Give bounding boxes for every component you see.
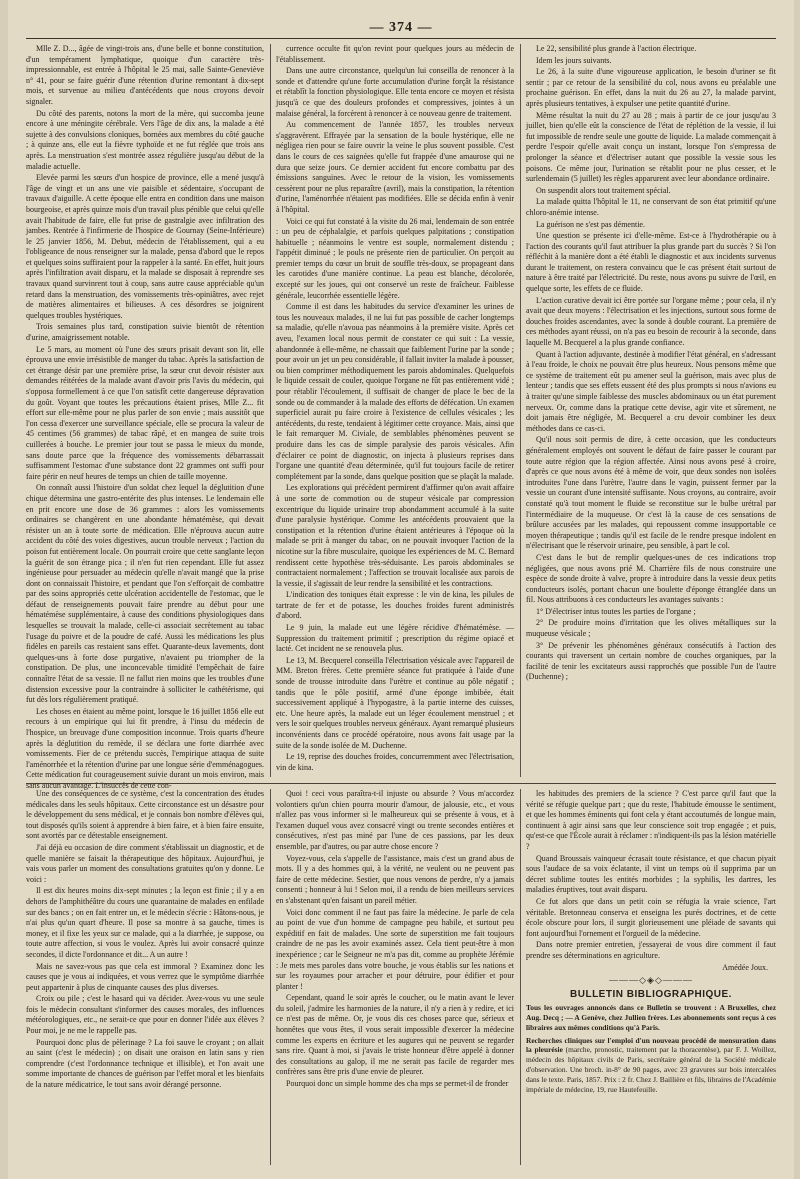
bulletin-entry-title: Recherches cliniques sur l'emploi d'un nouveau procédé de mensuration dans la pleurésie (526, 1035, 776, 1055)
paragraph: Quand Broussais vainqueur écrasait toute résistance, et que chacun piyait sous l'audace de sa voix éclatante, il vint un temps où il supprima par un décret sublime toutes les entités morbides ; la syphilis, les dartres, les maladies éruptives, tout avait disparu. (526, 853, 776, 895)
paragraph: 2° De produire moins d'irritation que les olives métalliques sur la muqueuse vésicale ; (526, 618, 776, 639)
paragraph: Comme il est dans les habitudes du service d'examiner les urines de tous les nouveaux malades, il ne lui fut pas possible de cacher longtemps sa maladie, qu'elle n'avoua pas néanmoins à la première visite. Après cet aveu, l'examen local nous permit de constater ce qui suit : La vessie, abandonnée à elle-même, ne chassait que faiblement l'urine par la sonde ; pour avoir un jet un peu considérable, il fallait inviter la malade à pousser, ou bien comprimer méthodiquement les parois abdominales. Quelquefois le liquide cessait de couler, quoique l'organe ne fût pas entièrement vidé ; pour rétablir l'écoulement, il suffisait de changer de place le bec de la sonde ou de commander à la malade des efforts de défécation. Un examen superficiel aurait pu faire croire à l'existence de cellules vésicales ; les antécédents, du reste, tendaient à légitimer cette croyance. Mais, ainsi que le fait remarquer M. Civiale, de semblables phénomènes peuvent se produire dans les cas de simple paralysie des parois vésicales. Afin d'éclairer ce point de diagnostic, on injecta à plusieurs reprises dans l'organe une quantité d'eau déterminée, qu'il fut toujours facile de retirer complétement par la sonde, dans quelque position que se plaçât la malade. (276, 302, 514, 481)
paragraph: La guérison ne s'est pas démentie. (536, 219, 645, 229)
paragraph: Les choses en étaient au même point, lorsque le 16 juillet 1856 elle eut recours à un empirique qui lui fit prendre, à l'insu du médecin de l'hospice, un breuvage d'une composition inconnue. Trois quarts d'heure après la déglutition du remède, il se déclara une forte diarrhée avec vomissements. Fier de ce prétendu succès, l'empirique attaqua de suite l'aménorrhée et la rétention d'urine par une longue série d'emménagogues. Cette médication fut courageusement suivie durant un mois environ, mais sans aucun avantage. L'insuccès de cette con- (26, 706, 264, 790)
paragraph: Le 19, reprise des douches froides, concurremment avec l'électrisation, vin de kina. (276, 752, 514, 772)
paragraph: C'est dans le but de remplir quelques-unes de ces indications trop négligées, que nous avons prié M. Charrière fils de nous construire une espèce de sonde droite à valve, propre à introduire dans la vessie deux petits conducteurs isolés, portant chacun une boulette d'éponge étranglée dans un fil. Nous attribuons à ces conducteurs les avantages suivants : (526, 552, 776, 605)
page-number: — 374 — (369, 20, 433, 35)
paragraph: Pourquoi donc un simple homme des cha mps se permet-il de fronder (286, 1079, 509, 1089)
paragraph: Voici donc comment il ne faut pas faire la médecine. Je parle de cela au point de vue d'un homme de campagne peu habile, et surtout peu expéditif en fait de malades. Une sorte de superstition me fait toujours craindre de ne pas les avoir examinés assez. Cela tient peut-être à mon inexpérience ; car le Seigneur ne m'a pas dit, comme au prophète Jérémie : Je mets mes paroles dans votre bouche, je vous établis sur les nations et sur les royaumes pour arracher et pour détruire, pour édifier et pour planter ! (276, 907, 514, 991)
paragraph: les habitudes des premiers de la science ? C'est parce qu'il faut que la vérité se réfugie quelque part ; que du reste, l'habitude émousse le sentiment, et que les hommes éminents qui font cela y étant accoutumés de longue main, continuent à agir ainsi sans que leur conscience soit trop engagée ; et puis, qu'est-ce que l'École aurait à réclamer : n'indiquent-ils pas la lésion matérielle ? (526, 789, 776, 851)
paragraph: Une question se présente ici d'elle-même. Est-ce à l'hydrothérapie ou à l'action des courants qu'il faut attribuer la plus grande part du succès ? Si l'on réfléchit à la manière dont a été établi le diagnostic et aux incidents survenus durant le traitement, on restera convaincu que le cas présent était surtout de nature à être traité par l'électricité. Du reste, nous avons pu suivre de l'œil, en quelque sorte, les effets de ce fluide. (526, 231, 776, 294)
header-rule (26, 38, 776, 39)
bulletin-entry-details: (marche, pronostic, traitement par la thoracentèse), par F. J. Woillez, médecin des hôpitaux civils de Paris, secrétaire général de la Société médicale d'observation. Une broch. in-8° de 90 pages, avec 23 gravures sur bois intercalées dans le texte. Paris, 1857. Prix : 2 fr. Chez J. Baillière et fils, libraires de l'Académie impériale de médecine, 19, rue Hautefeuille. (526, 1045, 777, 1094)
paragraph: Quoi ! ceci vous paraîtra-t-il injuste ou absurde ? Vous m'accordez volontiers qu'un chien pourra mourir d'amour, de jalousie, etc., et vous n'allez pas vous informer si le malheureux qui se présente à vous, et à l'examen duquel vous avez consacré vingt ou trente secondes entières et consécutives, n'est pas miné par l'une de ces passions, par les deux ensemble, par d'autres, ou par autre chose encore ? (276, 789, 514, 851)
paragraph: Voici ce qui fut constaté à la visite du 26 mai, lendemain de son entrée : un peu de céphalalgie, et parfois quelques palpitations ; constipation habituelle ; néanmoins le ventre est souple, normalement distendu ; l'appétit diminué ; le pouls ne présente rien de particulier. On perçoit au premier temps du cœur un bruit de souffle très-doux, se propageant dans les carotides d'une manière continue. La peau est blanche, décolorée, excepté sur les joues, qui ont conservé un reste de fraîcheur. Faiblesse générale, leucorrhée essentielle légère. (276, 216, 514, 300)
paragraph: Trois semaines plus tard, constipation suivie bientôt de rétention d'urine, amaigrissement notable. (26, 322, 264, 343)
column-divider (270, 789, 271, 1165)
paragraph: Il est dix heures moins dix-sept minutes ; la leçon est finie ; il y a en dehors de l'amphithéâtre du cours une quarantaine de malades en enfilade sur des bancs ; on en fait entrer un, et le médecin s'écrie : Hâtons-nous, je n'ai plus qu'un quart d'heure. Il pose sa montre à sa gauche, times is money, et il fixe les yeux sur ce malade, qui a la diarrhée, je suppose, ou toute autre affection, si vous le voulez. Après lui avoir consacré quinze secondes, il dicte l'ordonnance et dit... A un autre ! (26, 886, 264, 959)
paragraph: Au commencement de l'année 1857, les troubles nerveux s'aggravèrent. Effrayée par la sensation de la boule hystérique, elle ne négligea rien pour se faire ouvrir la veine le plus souvent possible. C'est dans le cours de ces saignées qu'elle fut frappée d'une amaurose qui ne dura que seize jours. Ce dernier accident fut encore combattu par des émissions sanguines. Avec le retour de la vision, les vomissements cessèrent pour ne plus reparaître (avril), mais la constipation, la rétention d'urine, l'aménorrhée n'étaient pas modifiées. Elle se décida enfin à venir à l'hôpital. (276, 120, 514, 214)
paragraph: On connaît aussi l'histoire d'un soldat chez lequel la déglutition d'une chique détermina une gastro-entérite des plus intenses. Le lendemain elle en prit encore une dose de 36 grammes : alors les vomissements ordinaires se changèrent en une abondante hématémèse, qui devait résister un an à toute sorte de médication. Elle n'éprouva aucun autre accident du côté des voies digestives, aucun trouble nerveux ; l'action du poison fut entièrement locale. On pourrait croire que cette sanglante leçon la guérit de son étrange pica ; il n'en fut rien cependant. Elle fut assez ingénieuse pour persuader au médecin qu'elle n'avait mangé que la prise dont on connaissait l'histoire, et pendant que l'on s'efforçait de combattre par des soins appropriés cette ulcération accidentelle de l'estomac, que le défaut de renseignements pouvait faire prendre au début pour une hématémèse supplémentaire, à cause des conditions physiologiques dans lesquelles se trouvait la malade, celle-ci associait secrètement au tabac l'usage du poivre et de la poudre de café. Aussi les médications les plus fidèles en pareils cas restaient sans effet. Quarante-deux lavements, dont quelques-uns à forte dose purgative, n'avaient pu triompher de la constipation. De plus, une inconcevable timidité l'empêchait de faire connaître l'état de sa vessie. Il ne fallut rien moins que les troubles d'une distension excessive pour la contraindre à solliciter le cathétérisme, qui fut dès lors régulièrement pratiqué. (26, 483, 264, 705)
paragraph: Les explorations qui précèdent permirent d'affirmer qu'on avait affaire à une sorte de commotion ou de stupeur vésicale par compression excentrique du liquide urinaire trop abondamment accumulé à la suite d'une paralysie hystérique. Comme les antécédents prouvaient que la constipation et la rétention d'urine étaient antérieures à l'époque où la malade se prit à manger du tabac, on ne pouvait invoquer l'action de la nicotine sur la fibre musculaire, quoique les expériences de M. C. Bernard rendissent cette hypothèse très-séduisante. Les parois abdominales se contractaient normalement ; l'affection se trouvait localisée aux parois de la vessie, il s'agissait de leur rendre la sensibilité et les contractions. (276, 483, 514, 588)
paragraph: Du côté des parents, notons la mort de la mère, qui succomba jeune encore à une méningite cérébrale. Vers l'âge de dix ans, la malade a été sujette à des convulsions cloniques, bornées aux membres du côté gauche ; à quinze ans, elle eut la fièvre typhoïde et ne fut réglée que trois ans après. La menstruation s'est montrée assez régulière jusqu'au début de la maladie actuelle. (26, 108, 264, 171)
ornament-divider: ———◇◈◇——— (609, 975, 693, 986)
bulletin-entry (526, 1036, 776, 1095)
column-divider (270, 44, 271, 777)
section-divider (26, 783, 776, 784)
paragraph: Dans une autre circonstance, quelqu'un lui conseilla de renoncer à la sonde et d'attendre qu'une forte accumulation d'urine forçât la résistance et rétablît la fonction physiologique. Elle tenta encore ce moyen et résista jusqu'à ce que des douleurs profondes et compressives, jointes à un malaise général, la forcèrent à renoncer à ce nouveau genre de traitement. (276, 66, 514, 118)
paragraph: 3° De prévenir les phénomènes généraux consécutifs à l'action des courants qui traversent un certain nombre de couches organiques, par la facilité de tenir les excitateurs aussi rapprochés que possible l'un de l'autre (Duchenne) ; (526, 640, 776, 682)
bulletin-title: BULLETIN BIBLIOGRAPHIQUE. (570, 988, 732, 1000)
paragraph: Croix ou pile ; c'est le hasard qui va décider. Avez-vous vu une seule fois le médecin consultant s'informer des causes morales, des influences météorologiques, etc., ne serait-ce que pour en donner l'idée aux élèves ? Pour moi, je ne me le rappelle pas. (26, 994, 264, 1036)
paragraph: Pourquoi donc plus de pèlerinage ? La foi sauve le croyant ; on allait au saint (c'est le médecin) ; on disait une oraison en latin sans y rien comprendre (c'est l'ordonnance technique et illisible), et l'on avait une somme importante de chances de guérison par l'effet moral et les bienfaits de la nature médicatrice, le tout sans avoir dérangé personne. (26, 1037, 264, 1090)
paragraph: Une des conséquences de ce système, c'est la concentration des études médicales dans les seuls hôpitaux. Cette circonstance est un désastre pour le développement du sens médical, et je connais bon nombre d'élèves qui, tout disposés qu'ils soient à apprendre à bien faire, et à bien faire ensuite, sont avortés par ce détestable enseignement. (26, 789, 264, 841)
paragraph: Voyez-vous, cela s'appelle de l'assistance, mais c'est un grand abus de mots. Il y a des hommes qui, à la vérité, ne veulent ou ne peuvent pas faire de cette médecine. Sestier, que nous venons de perdre, n'y a jamais consenti ; honneur à lui ! Selon moi, il a rendu de bien meilleurs services en s'abstenant qu'en faisant un pareil métier. (276, 853, 514, 905)
paragraph: Mais ne savez-vous pas que cela est immoral ? Examinez donc les causes que je vous ai indiquées, et vous verrez que le symptôme diarrhée peut appartenir à plus de cinquante causes des plus diverses. (26, 961, 264, 992)
paragraph: L'indication des toniques était expresse : le vin de kina, les pilules de tartrate de fer et de potasse, les douches froides furent administrés d'abord. (276, 590, 514, 621)
column-divider (520, 44, 521, 777)
paragraph: currence occulte fit qu'on revint pour quelques jours au médecin de l'établissement. (276, 44, 514, 64)
paragraph: Le 26, à la suite d'une vigoureuse application, le besoin d'uriner se fit sentir ; par ce retour de la sensibilité du col, nous avons eu préalable une prochaine guérison. En effet, dans la nuit du 26 au 27, la malade parvint, après plusieurs tentatives, à expulser une petite quantité d'urine. (526, 67, 776, 108)
paragraph: Idem les jours suivants. (536, 55, 612, 65)
paragraph: Dans notre premier entretien, j'essayerai de vous dire comment il faut prendre ses déterminations en agriculture. (526, 940, 776, 960)
upper-column-1 (26, 44, 264, 790)
paragraph: Cependant, quand le soir après le coucher, ou le matin avant le lever du soleil, j'admire les harmonies de la nature, il n'y a rien à y redire, et ici ce n'est pas de même. Or, je vous dis ces choses parce que, sérieux et honnêtes que vous êtes, il vous serait impossible d'exercer la médecine comme les experts en écriture et les augures qui ne peuvent se regarder sans rire. Quant à moi, si j'avais le triste honneur d'être appelé à donner des consultations au galop, il me ne serait pas facile de regarder mes confrères sans être pris d'une envie de pleurer. (276, 993, 514, 1077)
paragraph: J'ai déjà eu occasion de dire comment s'établissait un diagnostic, et de quelle manière se faisait la thérapeutique des hôpitaux. Aujourd'hui, je vais vous parler un moment des consultations gratuites qu'on y donne. Le voici : (26, 842, 264, 884)
bulletin-notice: Tous les ouvrages annoncés dans ce Bulletin se trouvent : A Bruxelles, chez Aug. Decq ; — A Genève, chez Jullien frères. Les abonnements sont reçus à ces libraires aux mêmes conditions qu'à Paris. (526, 1003, 776, 1032)
newspaper-page (8, 0, 794, 1179)
paragraph: 1° D'électriser intus toutes les parties de l'organe ; (536, 606, 696, 616)
signature: Amédée Joux. (722, 962, 768, 972)
paragraph: Le 9 juin, la malade eut une légère récidive d'hématémèse. — Suppression du traitement primitif ; prescription du régime opiacé et lacté. Cet incident ne se renouvela plus. (276, 623, 514, 654)
paragraph: Le 5 mars, au moment où l'une des sœurs prisait devant son lit, elle éprouva une envie irrésistible de manger du tabac. Après la satisfaction de cet étrange désir par une première prise, la sœur crut devoir résister aux demandes réitérées de la malade avant d'avoir pris l'avis du médecin, qui s'opposa formellement à ce que l'on satisfît cette dangereuse dépravation du goût. Voyant que toutes les précautions étaient prises, Mlle Z... fit effort sur elle-même pour ne plus parler de son envie ; mais aussitôt que l'on cessa d'exercer une surveillance spéciale, elle se procura la valeur de 45 centimes (56 grammes) de tabac râpé, et en mangea de suite trois cuillerées à bouche. Le premier jour tout se passa le mieux du monde, sans doute parce que la fréquence des vomissements débarrassait suffisamment l'estomac d'une substance dont 22 grammes ont suffi pour faire périr en neuf heures de temps un chien de taille moyenne. (26, 344, 264, 481)
paragraph: Ce fut alors que dans un petit coin se réfugia la vraie science, l'art véritable. Bretonneau conserva et enseigna les purés doctrines, et de cette école obscure pour lors, il surgit glorieusement une pléiade de savants qui font aujourd'hui l'ornement et l'orgueil de la médecine. (526, 896, 776, 938)
paragraph: Elevée parmi les sœurs d'un hospice de province, elle a mené jusqu'à l'âge de vingt et un ans une vie paisible et sédentaire, s'occupant de travaux d'aiguille. A cette époque elle entra en condition dans une maison bourgeoise, et après quinze mois d'un travail plus pénible que celui qu'elle avait l'habitude de faire, elle fut prise de gastralgie avec infiltration des jambes. Rentrée à l'infirmerie de l'hospice de Gournay (Seine-Inférieure) le 25 janvier 1856, M. Debut, médecin de l'établissement, qui a eu l'obligeance de nous renseigner sur la malade, pensa d'abord que le repos et quelques soins suffiraient pour la rappeler à la santé. En effet, huit jours après l'infiltration avait disparu, et la malade se disposait à reprendre ses travaux quand survinrent tout à coup, sans autre cause appréciable qu'un retard dans la menstruation, des vomissements très-opiniâtres, avec rejet de matières alimentaires et bilieuses. A ces désordres se joignirent quelques troubles hystériques. (26, 173, 264, 320)
paragraph: L'action curative devait ici être portée sur l'organe même ; pour cela, il n'y avait que deux moyens : l'électrisation et les injections, surtout sous forme de douches froides ascendantes, avec la sonde à double courant. La première de ces méthodes ayant réussi, on n'a pas eu besoin de recourir à la seconde, dans laquelle M. Becquerel a la plus grande confiance. (526, 295, 776, 348)
upper-column-3 (526, 44, 776, 777)
paragraph: Mlle Z. D..., âgée de vingt-trois ans, d'une belle et bonne constitution, d'un tempérament lymphatique, quoique d'un caractère très-impressionnable, est entrée à l'hôpital le 25 mai, salle Sainte-Geneviève n° 41, pour se faire guérir d'une rétention d'urine remontant à dix-sept mois, et survenue au milieu d'antécédents que nous croyons devoir signaler. (26, 44, 264, 106)
paragraph: Le 13, M. Becquerel conseilla l'électrisation vésicale avec l'appareil de MM. Breton frères. Cette première séance fut pratiquée à l'aide d'une sonde de trousse introduite dans l'urètre et continue au pôle négatif ; tandis que le pôle positif, armé d'une éponge imbibée, était successivement appliqué à l'hypogastre, à la partie interne des cuisses, etc. Une heure après, la malade eut un léger écoulement menstruel ; et vers le soir quelques troubles nerveux généraux. Ayant remarqué plusieurs inconvénients dans ce procédé opératoire, nous avons fait usage par la suite de la sonde isolée de M. Duchenne. (276, 655, 514, 750)
paragraph: On suspendit alors tout traitement spécial. (536, 185, 671, 195)
column-divider (520, 789, 521, 1165)
paragraph: Quant à l'action adjuvante, destinée à modifier l'état général, en s'adressant à l'eau froide, le choix ne pouvait être plus heureux. Nous pensons même que ce système de traitement eût pu amener seul la guérison, mais avec plus de lenteur ; tandis que ses effets eussent été des plus prompts si nous n'avions eu à traiter qu'une simple faiblesse des muscles abdominaux ou un état purement nerveux. Or, comme dans la pratique cette devise, agir vite et sûrement, ne doit jamais être négligée, M. Becquerel a cru devoir combiner les deux méthodes dans ce cas-ci. (526, 349, 776, 433)
paragraph: La malade quitta l'hôpital le 11, ne conservant de son état primitif qu'une chloro-anémie intense. (526, 197, 776, 217)
upper-column-2 (276, 44, 514, 777)
lower-column-2 (276, 789, 514, 1165)
lower-column-3 (526, 789, 776, 1165)
paragraph: Le 22, sensibilité plus grande à l'action électrique. (536, 44, 697, 53)
lower-column-1 (26, 789, 264, 1165)
paragraph: Qu'il nous soit permis de dire, à cette occasion, que les conducteurs généralement employés ont souvent le défaut de faire passer le courant par toute autre région que la région affectée. Ainsi nous avons pesé à croire, d'après ce que nous avons été à même de voir, que deux sondes non isolées introduites l'une dans l'urètre, l'autre dans le vagin, puissent fermer par la vessie un courant d'une intensité suffisante. Nous croyons, au contraire, avoir constaté qu'à tout moment le fluide se reconstitue sur le bulbe urétral par l'intermédiaire de la muqueuse. Or c'est là la cause de ces sensations de brûlure accusées par les malades, qui repoussent comme insupportable ce moyen thérapeutique ; tandis qu'il est facile de le rendre presque indolent en n'électrisant que le réservoir urinaire, peu sensible, à part le col. (526, 435, 776, 551)
paragraph: Même résultat la nuit du 27 au 28 ; mais à partir de ce jour jusqu'au 3 juillet, bien qu'elle eût la conscience de l'état de réplétion de la vessie, il lui fut impossible de rendre seule une goutte de liquide. La malade commençait à perdre l'espoir qu'elle avait conçu un instant, lorsque l'on s'empressa de prolonger la séance et d'électriser autant que possible la vessie sous les poisons. Ce même jour, l'urination se rétablit pour ne plus cesser, et le surlendemain (5 juillet) les règles apparurent avec leur abondance ordinaire. (526, 110, 776, 184)
